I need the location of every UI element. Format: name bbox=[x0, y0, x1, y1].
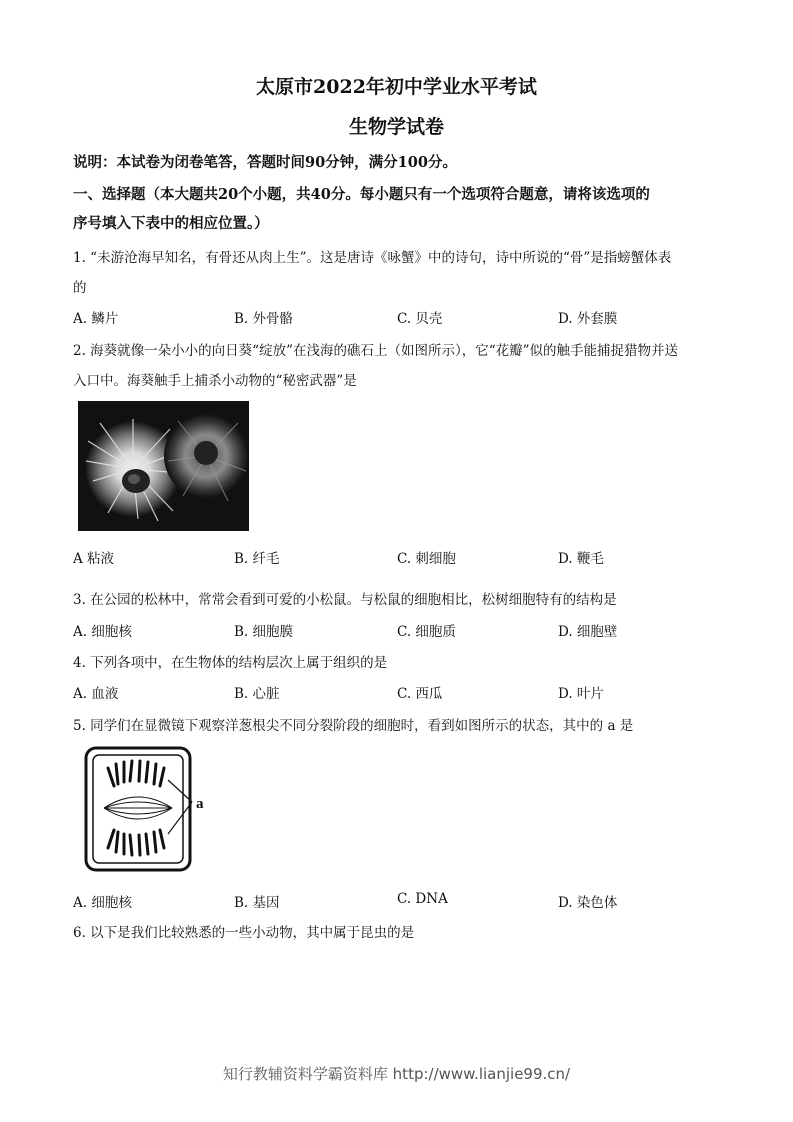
cell-division-diagram bbox=[84, 746, 234, 874]
label-a: a bbox=[196, 796, 204, 812]
q4-option-d: D. 叶片 bbox=[558, 686, 604, 702]
q4-option-c: C. 西瓜 bbox=[397, 686, 443, 702]
q2-option-a: A 粘液 bbox=[73, 551, 115, 567]
q5-option-c: C. DNA bbox=[397, 891, 448, 907]
q1-option-b: B. 外骨骼 bbox=[234, 311, 294, 327]
question-6-line1: 6. 以下是我们比较熟悉的一些小动物，其中属于昆虫的是 bbox=[73, 925, 415, 941]
question-4-line1: 4. 下列各项中，在生物体的结构层次上属于组织的是 bbox=[73, 655, 388, 671]
q5-option-b: B. 基因 bbox=[234, 895, 280, 911]
q3-option-c: C. 细胞质 bbox=[397, 624, 456, 640]
q1-option-a: A. 鳞片 bbox=[73, 311, 119, 327]
exam-subtitle: 生物学试卷 bbox=[348, 116, 444, 138]
q2-option-d: D. 鞭毛 bbox=[558, 551, 604, 567]
question-1-line2: 的 bbox=[73, 280, 87, 296]
q5-option-d: D. 染色体 bbox=[558, 895, 618, 911]
section-heading-line1: 一、选择题（本大题共20个小题，共40分。每小题只有一个选项符合题意，请将该选项的 bbox=[73, 186, 650, 203]
q2-option-c: C. 刺细胞 bbox=[397, 551, 456, 567]
section-heading-line2: 序号填入下表中的相应位置。） bbox=[73, 215, 269, 232]
question-5-line1: 5. 同学们在显微镜下观察洋葱根尖不同分裂阶段的细胞时，看到如图所示的状态，其中的 a 是 bbox=[73, 718, 634, 734]
sea-anemone-photo bbox=[78, 401, 249, 531]
q1-option-d: D. 外套膜 bbox=[558, 311, 618, 327]
q4-option-a: A. 血液 bbox=[73, 686, 119, 702]
question-2-line1: 2. 海葵就像一朵小小的向日葵“绽放”在浅海的礁石上（如图所示），它“花瓣”似的触手能捕捉猎物并送 bbox=[73, 343, 679, 359]
q3-option-a: A. 细胞核 bbox=[73, 624, 132, 640]
q1-option-c: C. 贝壳 bbox=[397, 311, 443, 327]
question-3-line1: 3. 在公园的松林中，常常会看到可爱的小松鼠。与松鼠的细胞相比，松树细胞特有的结构是 bbox=[73, 592, 617, 608]
exam-note: 说明：本试卷为闭卷笔答，答题时间90分钟，满分100分。 bbox=[73, 154, 457, 171]
exam-title: 太原市2022年初中学业水平考试 bbox=[256, 76, 537, 98]
q4-option-b: B. 心脏 bbox=[234, 686, 280, 702]
q3-option-d: D. 细胞壁 bbox=[558, 624, 618, 640]
q2-option-b: B. 纤毛 bbox=[234, 551, 280, 567]
q5-option-a: A. 细胞核 bbox=[73, 895, 132, 911]
question-2-line2: 入口中。海葵触手上捕杀小动物的“秘密武器”是 bbox=[73, 373, 357, 389]
page-footer: 知行教辅资料学霸资料库 http://www.lianjie99.cn/ bbox=[222, 1065, 571, 1083]
q3-option-b: B. 细胞膜 bbox=[234, 624, 294, 640]
question-1-line1: 1. “未游沧海早知名，有骨还从肉上生”。这是唐诗《咏蟹》中的诗句，诗中所说的“骨”是指螃蟹体表 bbox=[73, 250, 672, 266]
